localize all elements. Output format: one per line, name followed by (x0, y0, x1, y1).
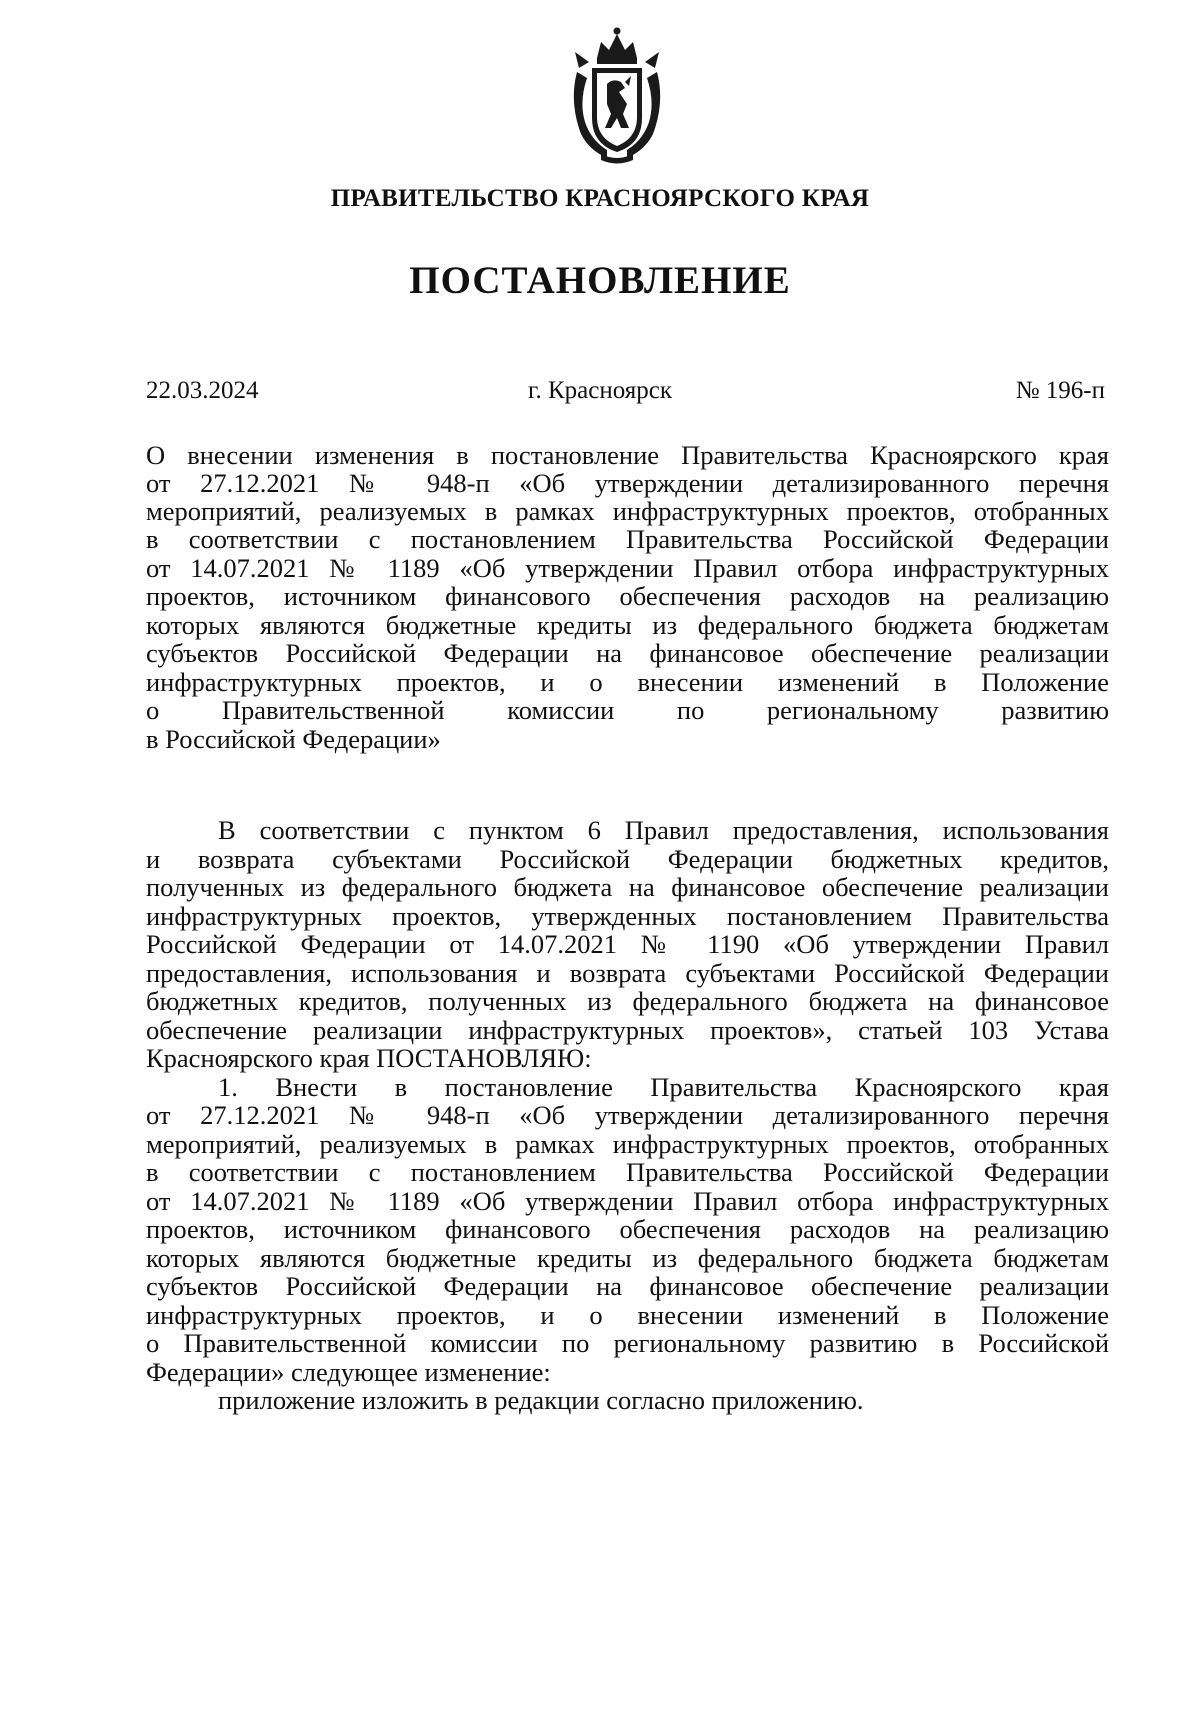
preamble-line: предоставления, использования и возврата субъектами Российской Федерации (146, 958, 1109, 988)
document-number: № 196-п (1015, 377, 1105, 404)
clause-line: от 27.12.2021 № 948-п «Об утверждении детализированного перечня (146, 1100, 1109, 1130)
coat-of-arms-icon (567, 22, 667, 165)
clause-line: мероприятий, реализуемых в рамках инфраструктурных проектов, отобранных (146, 1129, 1109, 1159)
title-line: субъектов Российской Федерации на финансовое обеспечение реализации (146, 638, 1109, 668)
clause-line: проектов, источником финансового обеспечения расходов на реализацию (146, 1214, 1109, 1244)
preamble-line: Российской Федерации от 14.07.2021 № 1190 «Об утверждении Правил (146, 929, 1109, 959)
preamble-line: полученных из федерального бюджета на финансовое обеспечение реализации (146, 872, 1109, 902)
clause-line: в соответствии с постановлением Правительства Российской Федерации (146, 1157, 1109, 1187)
title-line: инфраструктурных проектов, и о внесении изменений в Положение (146, 667, 1109, 697)
preamble-line: инфраструктурных проектов, утвержденных постановлением Правительства (146, 901, 1109, 931)
title-line: которых являются бюджетные кредиты из федерального бюджета бюджетам (146, 610, 1109, 640)
title-line: от 27.12.2021 № 948-п «Об утверждении детализированного перечня (146, 468, 1109, 498)
document-city: г. Красноярск (528, 377, 672, 404)
title-line: проектов, источником финансового обеспечения расходов на реализацию (146, 581, 1109, 611)
preamble-line: и возврата субъектами Российской Федерации бюджетных кредитов, (146, 844, 1109, 874)
preamble-line: бюджетных кредитов, полученных из федерального бюджета на финансовое (146, 986, 1109, 1016)
clause-line: от 14.07.2021 № 1189 «Об утверждении Правил отбора инфраструктурных (146, 1186, 1109, 1216)
amendment-text: приложение изложить в редакции согласно приложению. (218, 1385, 864, 1415)
title-line: в соответствии с постановлением Правительства Российской Федерации (146, 524, 1109, 554)
title-line: мероприятий, реализуемых в рамках инфраструктурных проектов, отобранных (146, 496, 1109, 526)
preamble-line: В соответствии с пунктом 6 Правил предоставления, использования (218, 815, 1109, 845)
government-name: ПРАВИТЕЛЬСТВО КРАСНОЯРСКОГО КРАЯ (330, 185, 870, 212)
preamble-line: обеспечение реализации инфраструктурных проектов», статьей 103 Устава (146, 1015, 1109, 1045)
title-line: в Российской Федерации» (146, 724, 441, 754)
clause-line: субъектов Российской Федерации на финансовое обеспечение реализации (146, 1271, 1109, 1301)
clause-line: Федерации» следующее изменение: (146, 1357, 551, 1387)
preamble-line: Красноярского края ПОСТАНОВЛЯЮ: (146, 1043, 592, 1073)
clause-line: 1. Внести в постановление Правительства Красноярского края (218, 1072, 1109, 1102)
document-type: ПОСТАНОВЛЕНИЕ (409, 259, 791, 302)
title-line: о Правительственной комиссии по региональному развитию (146, 695, 1109, 725)
clause-line: инфраструктурных проектов, и о внесении изменений в Положение (146, 1300, 1109, 1330)
clause-line: которых являются бюджетные кредиты из федерального бюджета бюджетам (146, 1243, 1109, 1273)
clause-line: о Правительственной комиссии по региональному развитию в Российской (146, 1328, 1109, 1358)
document-date: 22.03.2024 (146, 377, 259, 404)
title-line: О внесении изменения в постановление Правительства Красноярского края (146, 440, 1109, 470)
title-line: от 14.07.2021 № 1189 «Об утверждении Правил отбора инфраструктурных (146, 553, 1109, 583)
